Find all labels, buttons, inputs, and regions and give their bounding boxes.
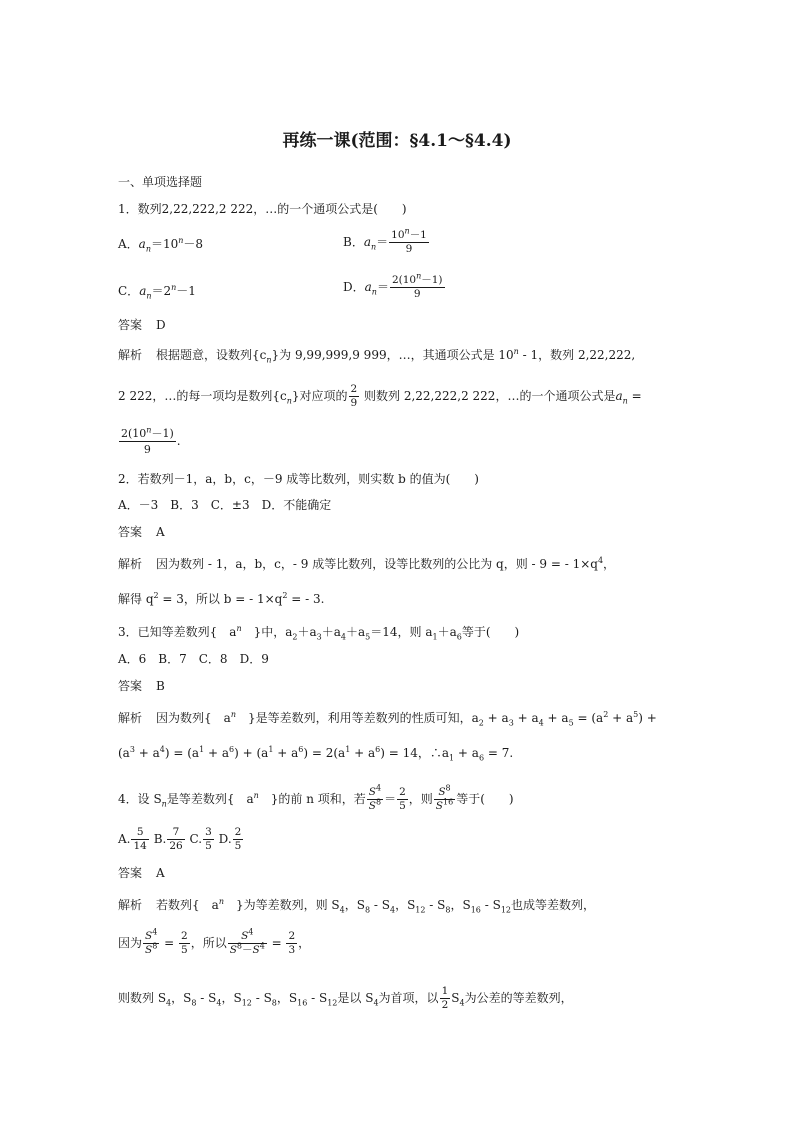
q1-analysis-line1: 解析 根据题意，设数列$\{c_n\}$为 9,99,999,9 999，…，其通项公式是 10$^n$ - 1，数列 2,22,222, bbox=[118, 347, 636, 365]
q1-stem: 1．数列2,22,222,2 222，…的一个通项公式是( ) bbox=[118, 202, 407, 216]
q4-options: A. $\frac{5}{14}$ B. $\frac{7}{26}$ C. $\frac{3}{5}$ D. $\frac{2}{5}$ bbox=[118, 826, 242, 852]
q4-analysis-line2: 因为 $\frac{S^4}{S^8}$ = $\frac{2}{5}$ ，所以 $\frac{S^4}{S^8-S^4}$ = $\frac{2}{3}$ ， bbox=[118, 927, 311, 956]
q4-analysis-line3: 则数列 $S_4$，$S_8 - S_4$，$S_{12} - S_8$，$S_{16} - S_{12}$是以 $S_4$为首项，以 $\frac{1}{2}$ $S_4$为公差的等差数列， bbox=[118, 985, 573, 1011]
q4-stem: 4．设 $S_n$是等差数列{ $a^n$ }的前 n 项和，若 $\frac{S^4}{S^8}$ ＝ $\frac{2}{5}$ ，则 $\frac{S^8}{S^{16}}$ 等于( ) bbox=[118, 783, 514, 812]
q3-answer: 答案 B bbox=[118, 679, 165, 693]
q1-option-c: C．$a_n=2^n-1$ bbox=[118, 283, 196, 301]
q2-stem: 2．若数列－1，a，b，c，－9 成等比数列，则实数 b 的值为( ) bbox=[118, 472, 479, 486]
q3-analysis-line1: 解析 因为数列{ $a^n$ }是等差数列，利用等差数列的性质可知，$a_2 + a_3 + a_4 + a_5 = (a^2 + a^5)$ + bbox=[118, 710, 657, 728]
q3-analysis-line2: $(a^3 + a^4) = (a^1 + a^6) + (a^1 + a^6) = 2(a^1 + a^6) = 14$，$\therefore a_1 + a_6 = 7$. bbox=[118, 745, 514, 763]
section-heading: 一、单项选择题 bbox=[118, 175, 203, 189]
page-title: 再练一课(范围：§4.1～§4.4) bbox=[282, 131, 512, 151]
q1-option-b: B．$a_n=$ $\frac{10^n-1}{9}$ bbox=[343, 226, 427, 255]
q1-option-d: D．$a_n=$ $\frac{2(10^n-1)}{9}$ bbox=[343, 271, 443, 300]
q1-option-a: A．$a_n=10^n-8$ bbox=[118, 236, 204, 254]
q1-analysis-line2: 2 222，…的每一项均是数列$\{c_n\}$对应项的 $\frac{2}{9}$ 则数列 2,22,222,2 222，…的一个通项公式是$a_n$ = bbox=[118, 383, 642, 409]
q4-answer: 答案 A bbox=[118, 866, 165, 880]
q2-analysis-line2: 解得 $q^2 = 3$，所以 b = - $1\times q^2$ = - 3. bbox=[118, 591, 325, 606]
q1-analysis-line3: $\frac{2(10^n-1)}{9}$ . bbox=[121, 425, 181, 456]
q4-analysis-line1: 解析 若数列{ $a^n$ }为等差数列，则 $S_4$，$S_8 - S_4$，$S_{12} - S_8$，$S_{16} - S_{12}$也成等差数列， bbox=[118, 897, 596, 915]
q2-answer: 答案 A bbox=[118, 525, 165, 539]
q2-analysis-line1: 解析 因为数列 - 1，a，b，c，- 9 成等比数列，设等比数列的公比为 q，则 - 9 = - $1\times q^4$， bbox=[118, 556, 616, 571]
q2-options: A．－3 B．3 C．±3 D．不能确定 bbox=[118, 498, 332, 512]
q3-stem: 3．已知等差数列{ $a^n$ }中，$a_2+a_3+a_4+a_5=14$，则 $a_1+a_6$等于( ) bbox=[118, 624, 520, 642]
q1-answer: 答案 D bbox=[118, 318, 166, 332]
q3-options: A．6 B．7 C．8 D．9 bbox=[118, 652, 269, 666]
